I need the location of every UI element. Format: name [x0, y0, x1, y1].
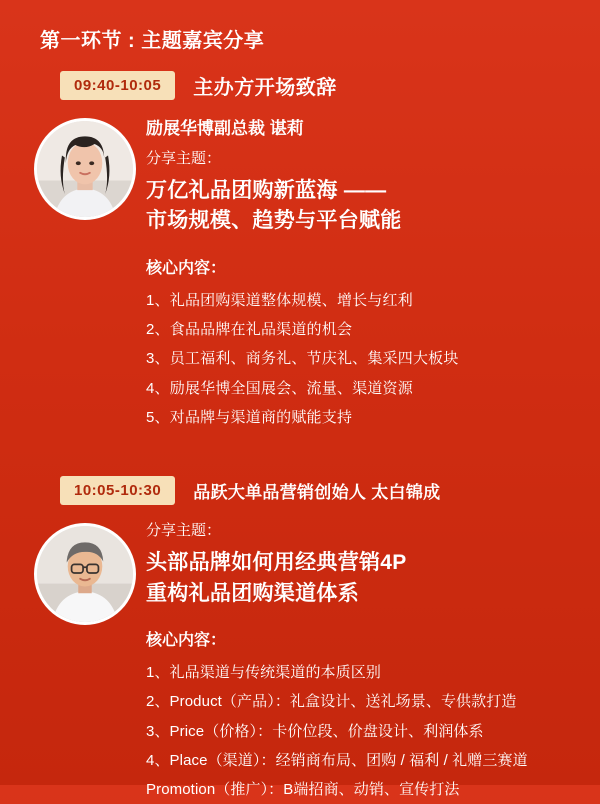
session-1-header — [60, 71, 576, 100]
session-1-time-badge: 09:40-10:05 — [60, 71, 175, 100]
session-2-portrait-col — [24, 519, 146, 804]
list-item: 3、Price（价格）：卡价位段、价盘设计、利润体系 — [146, 722, 484, 740]
session-2-topic-label: 分享主题： — [146, 522, 222, 540]
male-speaker-photo — [37, 526, 133, 622]
session-2-core-label: 核心内容： — [146, 632, 227, 649]
section-title: 第一环节 : 主题嘉宾分享 — [40, 30, 265, 52]
avatar — [34, 118, 136, 220]
session-2-text — [146, 519, 576, 804]
session-1-speaker: 励展华博副总裁 谌莉 — [146, 119, 304, 138]
session-1-bullet-list — [146, 286, 568, 432]
list-item: 2、食品品牌在礼品渠道的机会 — [146, 321, 353, 339]
list-item: Promotion（推广）：B端招商、动销、宣传打法 — [146, 781, 460, 798]
session-2-topic-line-2: 重构礼品团购渠道体系 — [146, 581, 359, 605]
session-1-portrait-col — [24, 114, 146, 432]
session-2-header — [60, 476, 576, 505]
female-speaker-photo — [37, 121, 133, 217]
session-1-core-label: 核心内容： — [146, 259, 227, 277]
session-block-1 — [24, 71, 576, 432]
session-2-time-badge: 10:05-10:30 — [60, 476, 175, 505]
session-block-2 — [24, 476, 576, 804]
session-1-topic-line-1: 万亿礼品团购新蓝海 —— — [146, 179, 387, 202]
session-1-topic-line-2: 市场规模、趋势与平台赋能 — [146, 209, 402, 233]
list-item: 4、励展华博全国展会、流量、渠道资源 — [146, 379, 413, 397]
list-item: 1、礼品渠道与传统渠道的本质区别 — [146, 664, 381, 681]
session-2-bullet-list — [146, 658, 568, 804]
session-2-body — [24, 519, 576, 804]
session-1-headline: 主办方开场致辞 — [193, 77, 337, 99]
avatar — [34, 523, 136, 625]
session-1-body — [24, 114, 576, 432]
list-item: 3、员工福利、商务礼、节庆礼、集采四大板块 — [146, 350, 459, 368]
session-1-topic-label: 分享主题： — [146, 150, 222, 167]
session-2-topic-line-1: 头部品牌如何用经典营销4P — [146, 551, 407, 575]
list-item: 5、对品牌与渠道商的赋能支持 — [146, 408, 353, 426]
session-2-headline: 品跃大单品营销创始人 太白锦成 — [193, 483, 441, 503]
session-1-text — [146, 114, 576, 432]
list-item: 2、Product（产品）：礼盒设计、送礼场景、专供款打造 — [146, 693, 517, 711]
list-item: 4、Place（渠道）：经销商布局、团购 / 福利 / 礼赠三赛道 — [146, 751, 528, 769]
list-item: 1、礼品团购渠道整体规模、增长与红利 — [146, 291, 413, 309]
